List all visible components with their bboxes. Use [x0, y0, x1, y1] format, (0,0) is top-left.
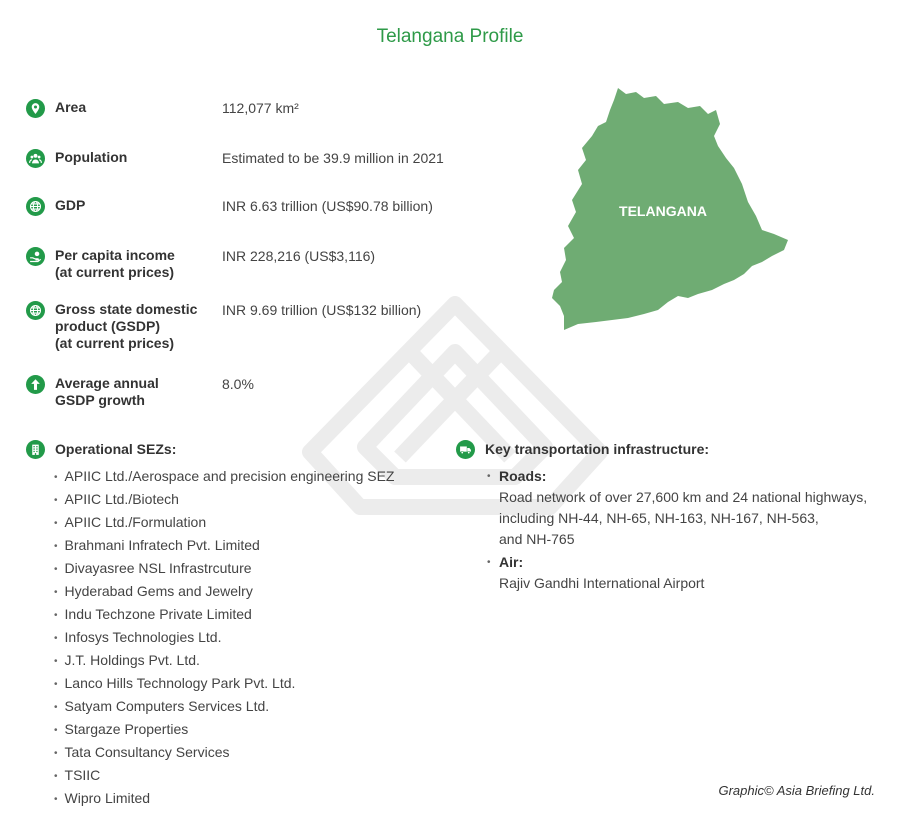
- sez-heading: Operational SEZs:: [55, 441, 177, 457]
- stat-value: Estimated to be 39.9 million in 2021: [222, 150, 444, 166]
- list-item: • Wipro Limited: [54, 788, 395, 811]
- credit: Graphic© Asia Briefing Ltd.: [718, 783, 875, 798]
- roads-text: including NH-44, NH-65, NH-163, NH-167, NH-563,: [499, 510, 819, 526]
- list-item: • Satyam Computers Services Ltd.: [54, 696, 395, 719]
- list-item: • APIIC Ltd./Formulation: [54, 512, 395, 535]
- stat-label-line: Per capita income: [55, 247, 175, 263]
- list-item: • Stargaze Properties: [54, 719, 395, 742]
- bullet: •: [487, 557, 491, 568]
- list-item: • Infosys Technologies Ltd.: [54, 627, 395, 650]
- stat-value: 112,077 km²: [222, 100, 299, 116]
- stat-label-line: Gross state domestic: [55, 301, 198, 317]
- location-pin-icon: [26, 99, 45, 118]
- list-item: • APIIC Ltd./Biotech: [54, 489, 395, 512]
- list-item: • APIIC Ltd./Aerospace and precision engineering SEZ: [54, 466, 395, 489]
- list-item: • Divayasree NSL Infrastrcuture: [54, 558, 395, 581]
- page-title: Telangana Profile: [376, 26, 524, 47]
- roads-title: Roads:: [499, 468, 547, 484]
- stat-label: [55, 375, 225, 409]
- people-icon: [26, 149, 45, 168]
- air-title: Air:: [499, 554, 524, 570]
- list-item: • Brahmani Infratech Pvt. Limited: [54, 535, 395, 558]
- stat-label: GDP: [55, 197, 86, 213]
- roads-text: and NH-765: [499, 531, 575, 547]
- bullet: •: [487, 471, 491, 482]
- list-item: • TSIIC: [54, 765, 395, 788]
- stat-label-line: product (GSDP): [55, 318, 160, 334]
- hand-coin-icon: [26, 247, 45, 266]
- stat-label-line: GSDP growth: [55, 392, 145, 408]
- transport-heading: Key transportation infrastructure:: [485, 441, 710, 457]
- air-text: Rajiv Gandhi International Airport: [499, 575, 705, 591]
- stat-label-line: (at current prices): [55, 264, 175, 280]
- stat-label: [55, 247, 225, 281]
- map-label: TELANGANA: [619, 203, 707, 219]
- list-item: • Hyderabad Gems and Jewelry: [54, 581, 395, 604]
- sez-list: [54, 466, 395, 811]
- stat-label: [55, 301, 225, 352]
- globe-icon: [26, 197, 45, 216]
- transport-roads: [487, 466, 868, 550]
- transport-air: [487, 552, 705, 594]
- list-item: • Lanco Hills Technology Park Pvt. Ltd.: [54, 673, 395, 696]
- arrow-up-icon: [26, 375, 45, 394]
- list-item: • J.T. Holdings Pvt. Ltd.: [54, 650, 395, 673]
- stat-value: INR 9.69 trillion (US$132 billion): [222, 302, 422, 318]
- stat-value: INR 6.63 trillion (US$90.78 billion): [222, 198, 433, 214]
- stat-label: Population: [55, 149, 128, 165]
- list-item: • Tata Consultancy Services: [54, 742, 395, 765]
- stat-value: INR 228,216 (US$3,116): [222, 248, 376, 264]
- stat-label-line: Average annual: [55, 375, 159, 391]
- roads-text: Road network of over 27,600 km and 24 national highways,: [499, 489, 868, 505]
- building-icon: [26, 440, 45, 459]
- list-item: • Indu Techzone Private Limited: [54, 604, 395, 627]
- truck-icon: [456, 440, 475, 459]
- stat-value: 8.0%: [222, 376, 254, 392]
- stat-label-line: (at current prices): [55, 335, 175, 351]
- globe-icon: [26, 301, 45, 320]
- stat-label: Area: [55, 99, 87, 115]
- telangana-map: [548, 84, 793, 336]
